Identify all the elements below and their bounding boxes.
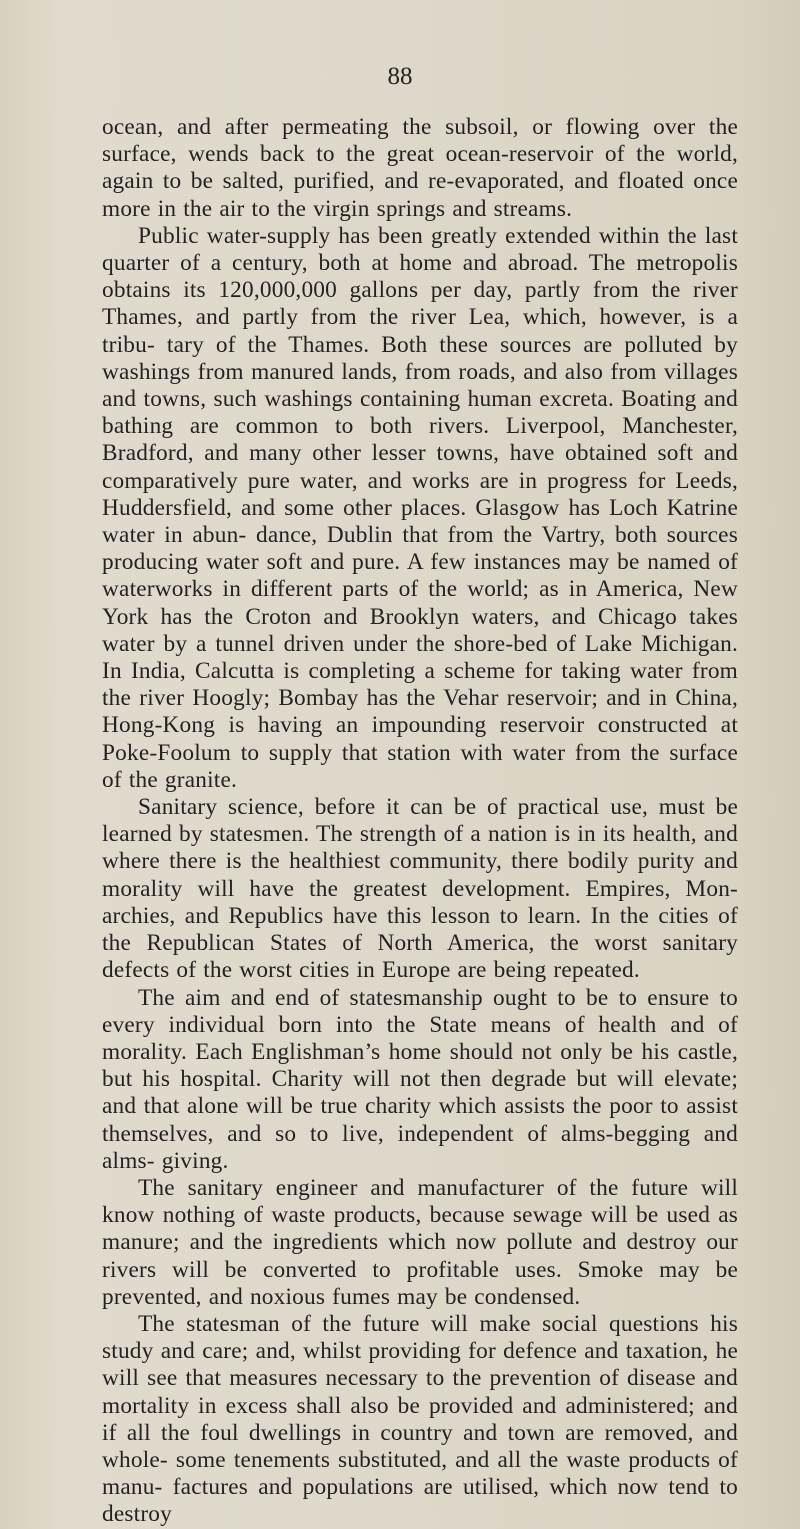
paragraph-sanitary-science: Sanitary science, before it can be of practical use, must be learned by statesmen. The strength of a nation is in its health, and where there is the healthiest community, there bodily purity and morality will have the greatest development. Empires, Mon- archies, and Republics have this lesson to learn. In the cities of the Republican States of North America, the worst sanitary defects of the worst cities in Europe are being repeated. [102, 794, 738, 984]
paragraph-statesman-future: The statesman of the future will make social questions his study and care; and, whilst providing for defence and taxation, he will see that measures necessary to the prevention of disease and mortality in excess shall also be provided and administered; and if all the foul dwellings in country and town are removed, and whole- some tenements substituted, and all the waste products of manu- factures and populations are utilised, which now tend to destroy [102, 1310, 738, 1528]
paragraph-sanitary-engineer: The sanitary engineer and manufacturer of the future will know nothing of waste products, because sewage will be used as manure; and the ingredients which now pollute and destroy our rivers will be converted to profitable uses. Smoke may be prevented, and noxious fumes may be condensed. [102, 1174, 738, 1310]
paragraph-statesmanship: The aim and end of statesmanship ought to be to ensure to every individual born into the State means of health and of morality. Each Englishman’s home should not only be his castle, but his hospital. Charity will not then degrade but will elevate; and that alone will be true charity which assists the poor to assist themselves, and so to live, independent of alms-begging and alms- giving. [102, 984, 738, 1174]
body-text [102, 114, 738, 1529]
paragraph-continuation: ocean, and after permeating the subsoil, or flowing over the surface, wends back to the great ocean-reservoir of the world, again to be salted, purified, and re-evaporated, and floated once more in the air to the virgin springs and streams. [102, 114, 738, 222]
paragraph-water-supply: Public water-supply has been greatly extended within the last quarter of a century, both at home and abroad. The metropolis obtains its 120,000,000 gallons per day, partly from the river Thames, and partly from the river Lea, which, however, is a tribu- tary of the Thames. Both these sources are polluted by washings from manured lands, from roads, and also from villages and towns, such washings containing human excreta. Boating and bathing are common to both rivers. Liverpool, Manchester, Bradford, and many other lesser towns, have obtained soft and comparatively pure water, and works are in progress for Leeds, Huddersfield, and some other places. Glasgow has Loch Katrine water in abun- dance, Dublin that from the Vartry, both sources producing water soft and pure. A few instances may be named of waterworks in different parts of the world; as in America, New York has the Croton and Brooklyn waters, and Chicago takes water by a tunnel driven under the shore-bed of Lake Michigan. In India, Calcutta is completing a scheme for taking water from the river Hoogly; Bombay has the Vehar reservoir; and in China, Hong-Kong is having an impounding reservoir constructed at Poke-Foolum to supply that station with water from the surface of the granite. [102, 222, 738, 793]
page-number: 88 [387, 63, 413, 90]
